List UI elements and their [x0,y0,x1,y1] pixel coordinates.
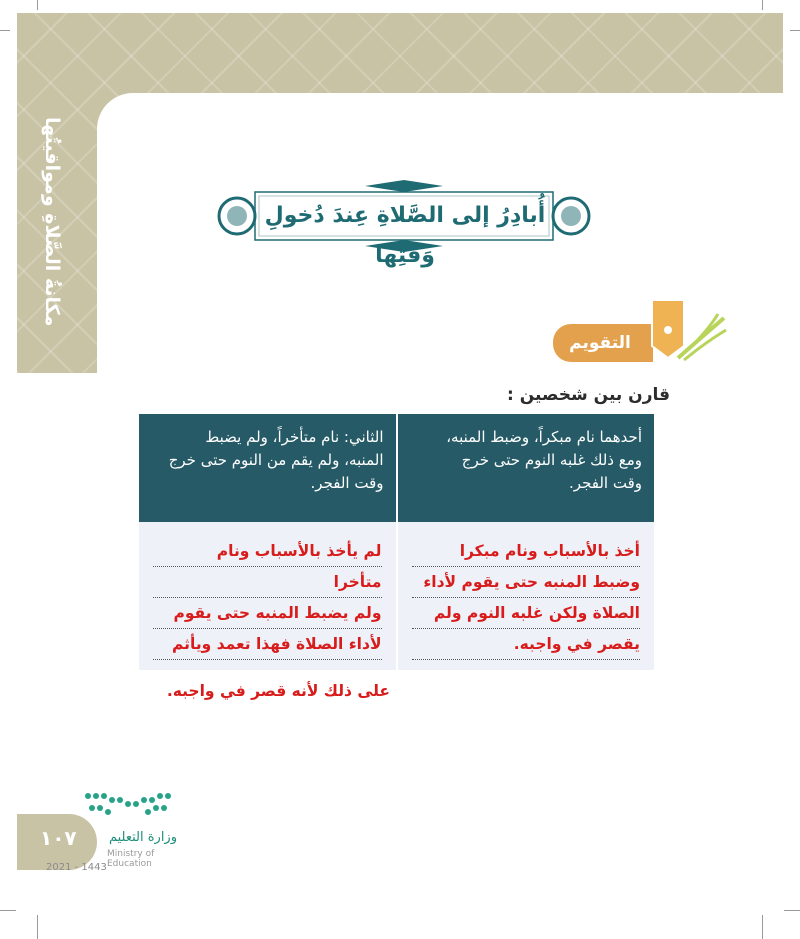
answer-line: يقصر في واجبه. [412,629,641,660]
crop-mark [37,915,38,939]
header-line: الثاني: نام متأخراً، ولم يضبط [205,428,384,446]
crop-mark [37,0,38,10]
evaluation-label: التقويم [569,333,631,353]
crop-mark [784,910,800,911]
page-number: ١٠٧ [40,826,77,850]
answer-line: وضبط المنبه حتى يقوم لأداء [412,567,641,598]
answer-cell-first-person [397,522,655,670]
lesson-title: أُبادِرُ إلى الصَّلاةِ عِندَ دُخولِ وَقتِها [264,203,546,268]
crop-mark [762,915,763,939]
side-tab-label: مكانةُ الصَّلاةِ ومواقيتُها [41,116,63,326]
header-line: وقت الفجر. [569,474,642,492]
crop-mark [762,0,763,10]
header-cell-first-person [397,414,655,522]
answer-line: لم يأخذ بالأسباب ونام [153,536,382,567]
answer-line: ولم يضبط المنبه حتى يقوم [153,598,382,629]
crop-mark [0,910,16,911]
table-answer-row [139,522,654,670]
header-line: المنبه، ولم يقم من النوم حتى خرج [168,451,384,469]
compare-prompt: قارن بين شخصين : [507,385,670,405]
answer-line: متأخرا [153,567,382,598]
pen-icon [648,296,728,362]
header-line: وقت الفجر. [310,474,384,492]
edition-year: 2021 - 1443 [46,862,107,873]
answer-cell-second-person [139,522,397,670]
ministry-logo-icon [82,786,178,822]
answer-overflow-line: على ذلك لأنه قصر في واجبه. [166,682,390,700]
header-line: ومع ذلك غلبه النوم حتى خرج [461,451,642,469]
answer-line: الصلاة ولكن غلبه النوم ولم [412,598,641,629]
comparison-table [139,414,654,670]
ministry-name-ar: وزارة التعليم [108,830,177,845]
answer-line: لأداء الصلاة فهذا تعمد ويأثم [153,629,382,660]
crop-mark [0,30,10,31]
header-line: أحدهما نام مبكراً، وضبط المنبه، [446,428,642,446]
ministry-name-en: Ministry of Education [107,849,155,869]
table-header-row [139,414,654,522]
crop-mark [790,30,800,31]
header-cell-second-person [139,414,397,522]
answer-line: أخذ بالأسباب ونام مبكرا [412,536,641,567]
